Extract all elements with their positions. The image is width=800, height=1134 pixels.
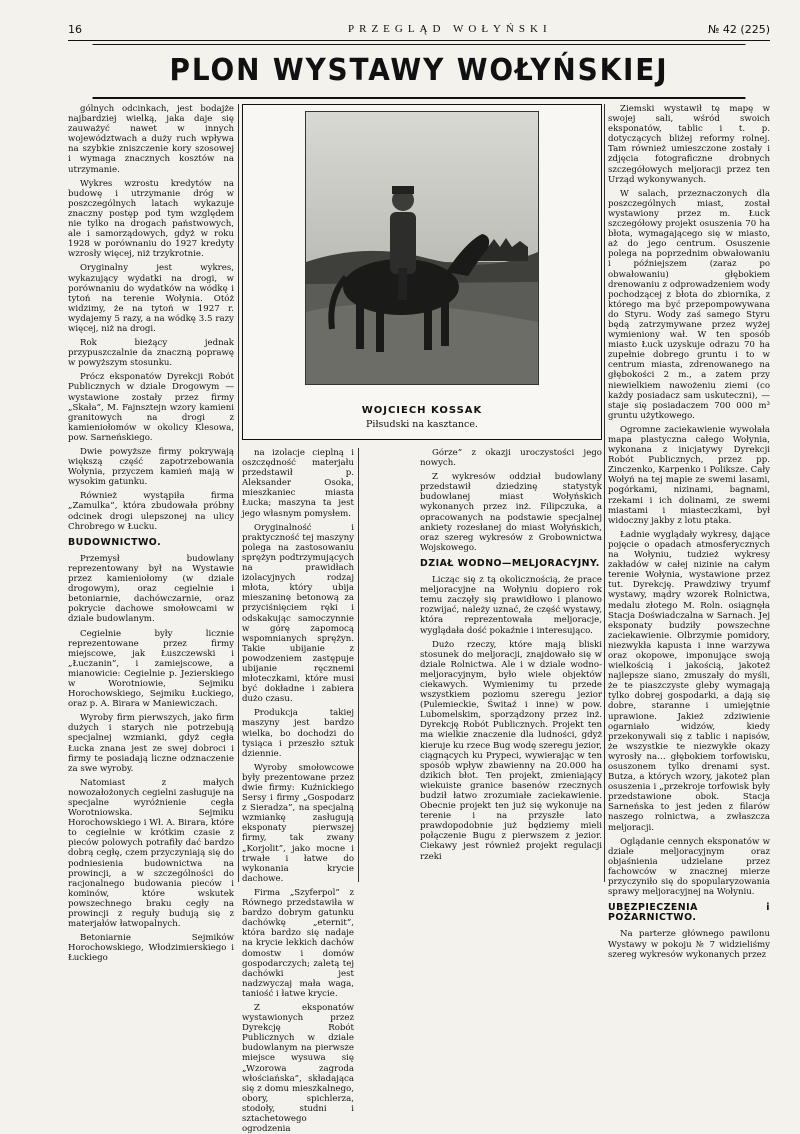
paragraph: na izolacje cieplną i oszczędność materjału przedstawił p. Aleksander Osoka, mieszkaniec miasta Łucka; maszyna ta jest jego własnym pomysłem. bbox=[242, 448, 354, 519]
column-rule bbox=[604, 104, 605, 882]
paragraph: Oryginalność i praktyczność tej maszyny polega na zastosowaniu sprężyn podtrzymujących na prawidłach izolacyjnych rodzaj młota, który ubija mieszaninę betonową za przyciśnięciem ręki i odskakując samoczynnie w górę zapomocą wspomnianych sprężyn. Takie ubijanie z powodzeniem zastępuje ubijanie ręcznemi młoteczkami, które musi być dokładne i zabiera dużo czasu. bbox=[242, 522, 354, 705]
column-2 bbox=[242, 448, 354, 1134]
paragraph: Betoniarnie Sejmików Horochowskiego, Włodzimierskiego i Łuckiego bbox=[68, 933, 234, 964]
painting-image bbox=[305, 111, 539, 385]
column-4 bbox=[608, 104, 770, 960]
figure-caption: Piłsudski na kasztance. bbox=[366, 419, 478, 430]
issue-number: № 42 (225) bbox=[707, 23, 770, 36]
paragraph: Prócz eksponatów Dyrekcji Robót Publicznych w dziale Drogowym — wystawione zostały przez firmy „Skała”, M. Fajnsztejn wzory kamieni granitowych na drogi z kamieniołomów w okolicy Klesowa, pow. Sarneńskiego. bbox=[68, 372, 234, 443]
paragraph: Cegielnie były licznie reprezentowane przez firmy miejscowe, jak Łuszczewski i „Łuczanin”, i zamiejscowe, a mianowicie: Cegielnie p. Jezierskiego w Worotniowie, Sejmiku Horochowskiego, Sejmiku Łuckiego, oraz p. A. Birara w Maniewiczach. bbox=[68, 628, 234, 710]
paragraph: Rok bieżący jednak przypuszczalnie da znaczną poprawę w powyższym stosunku. bbox=[68, 338, 234, 369]
paragraph: Natomiast z małych nowozałożonych cegielni zasługuje na specjalne wyróżnienie cegła Worotniowska. Sejmiku Horochowskiego i Wł. A. Birara, które to cegielnie w krótkim czasie z pieców polowych potrafiły dać bardzo dobrą cegłę, czem przyczyniają się do podniesienia budownictwa na prowincji, a w szczególności do racjonalnego budowania pieców i kominów, które wskutek powszechnego braku cegły na prowincji z reguły budują się z materjałów łatwopalnych. bbox=[68, 777, 234, 930]
paragraph: Wyroby smołowcowe były prezentowane przez dwie firmy: Kuźnickiego Sersy i firmy „Gospodarz z Sieradza”, na specjalną wzmiankę zasługują eksponaty pierwszej firmy, tak zwany „Korjolit”, jako mocne i trwałe i łatwe do wykonania krycie dachowe. bbox=[242, 762, 354, 884]
paragraph: Z eksponatów wystawionych przez Dyrekcję Robót Publicznych w dziale budowlanym na pierwsze miejsce wysuwa się „Wzorowa zagroda włościańska”, składająca się z domu mieszkalnego, obory, spichlerza, stodoły, studni i sztachetowego ogrodzenia bbox=[242, 1002, 354, 1134]
paragraph: Na parterze głównego pawilonu Wystawy w pokoju № 7 widzieliśmy szereg wykresów wykonanych przez bbox=[608, 929, 770, 960]
paragraph: Ładnie wyglądały wykresy, dające pojęcie o opadach atmosferycznych na Wołyniu, tudzież wykresy zakładów w całej nizinie na całym terenie Wołynia, wystawione przez tut. Dyrekcję. Prawdziwy tryumf wystawy, mądry wzorek Rolnictwa, medalu złotego M. Roln. osiągnęła Stacja Doświadczalna w Sarnach. Jej eksponaty budziły powszechne zaciekawienie. Olbrzymie pomidory, niezwykła kapusta i inne warzywa oraz okopowe, imponujące swoją wielkością i jakością, jakoteż najlepsze siano, zmuszały do myśli, że te piaszczyste gleby wymagają tylko dobrej gospodarki, a dają się dobre, staranne i umiejętnie uprawione. Jakież zdziwienie ogarniało widzów, kiedy przekonywali się z tablic i napisów, że wszystkie te niezwykłe okazy wyrosły na… głębokiem torfowisku, osuszonem tylko drenami syst. Butza, a których wzory, jakoteż plan osuszenia i „przekroje torfowisk były przedstawione obok. Stacja Sarneńska to jest jeden z filarów naszego rolnictwa, a zwłaszcza meljoracji. bbox=[608, 529, 770, 833]
paragraph: Oryginalny jest wykres, wykazujący wydatki na drogi, w porównaniu do wydatków na wódkę i tytoń na terenie Wołynia. Otóż widzimy, że na tytoń w 1927 r. wydajemy 5 razy, a na wódkę 3.5 razy więcej, niż na drogi. bbox=[68, 263, 234, 334]
paragraph: Przemysł budowlany reprezentowany był na Wystawie przez kamieniołomy (w dziale drogowym), oraz cegielnie i betoniarnie, dachówczarnie, oraz pokrycie dachowe smołowcami w dziale budowlanym. bbox=[68, 553, 234, 625]
paragraph: gólnych odcinkach, jest bodajże najbardziej wielką, jaka daje się zauważyć nawet w innych województwach a duży ruch wpływa na szybkie zniszczenie kory szosowej i wymaga znacznych kosztów na utrzymanie. bbox=[68, 104, 234, 175]
masthead: PRZEGLĄD WOŁYŃSKI bbox=[348, 23, 552, 35]
paragraph: Również wystąpiła firma „Zamulka”, która zbudowała próbny odcinek drogi ulepszonej na ulicy Chrobrego w Łucku. bbox=[68, 491, 234, 532]
figure-frame bbox=[242, 104, 602, 440]
paragraph: Produkcja takiej maszyny jest bardzo wielka, bo dochodzi do tysiąca i przeszło sztuk dziennie. bbox=[242, 708, 354, 759]
page-header bbox=[68, 22, 770, 41]
paragraph: Dwie powyższe firmy pokrywają większą część zapotrzebowania Wołynia, przyczem kamień mają w wysokim gatunku. bbox=[68, 447, 234, 488]
paragraph: Oglądanie cennych eksponatów w dziale meljoracyjnym oraz objaśnienia udzielane przez fachowców w znacznej mierze przyczyniło się do spopularyzowania sprawy meljoracyjnej na Wołyniu. bbox=[608, 836, 770, 898]
article-title: PLON WYSTAWY WOŁYŃSKIEJ bbox=[93, 44, 746, 99]
horseman-painting bbox=[306, 112, 538, 384]
paragraph: Ogromne zaciekawienie wywołała mapa plastyczna całego Wołynia, wykonana z inicjatywy Dyrekcji Robót Publicznych, przez pp. Zinczenko, Karpenko i Poliksze. Cały Wołyń na tej mapie ze swemi lasami, pogórkami, nizinami, bagnami, rzekami i ich dolinami, ze swemi miastami i miasteczkami, był widoczny jakby z lotu ptaka. bbox=[608, 424, 770, 526]
column-1 bbox=[68, 104, 234, 964]
paragraph: Dużo rzeczy, które mają bliski stosunek do meljoracji, znajdowało się w dziale Rolnictwa. Ale i w dziale wodno-meljoracyjnym, było wiele objektów ciekawych. Wymienimy tu przede wszystkiem poziomu szeregu jezior (Pulemieckie, Świtaź i inne) w pow. Lubomelskim, sporządzony przez inż. Dyrekcję Robót Publicznych. Projekt ten ma wielkie znaczenie dla ludności, gdyż kieruje ku rzece Bug wodę szeregu jezior, ciągnących ku Prypeci, wywierając w ten sposób wpływ zbawienny na 20.000 ha dzikich błot. Ten projekt, zmieniający wiekuiste granice basenów rzecznych budził łatwo zrozumiałe zaciekawienie. Obecnie projekt ten już się wykonuje na terenie i na przyszłe lato prawdopodobnie już będziemy mieli połączenie Bugu z pierwszem z jezior. Ciekawy jest również projekt regulacji rzeki bbox=[420, 639, 603, 862]
section-heading: UBEZPIECZENIA i POŻARNICTWO. bbox=[608, 902, 770, 924]
section-heading: BUDOWNICTWO. bbox=[68, 536, 162, 548]
section-heading: DZIAŁ WODNO—MELJORACYJNY. bbox=[420, 557, 600, 569]
paragraph: W salach, przeznaczonych dla poszczególnych miast, został wystawiony przez m. Łuck szczegółowy projekt osuszenia 70 ha błota, wymagającego się w miasto, aż do jego centrum. Osuszenie polega na poprzednim obwałowaniu i późniejszem (zaraz po obwałowaniu) głębokiem drenowaniu z odprowadzeniem wody pochodzącej z błota do zbiornika, z którego ma być przepompowywana do Styru. Wody zaś samego Styru będą zatrzymywane przez wyżej wymieniony wał. W ten sposób miasto Łuck uzyskuje odrazu 70 ha zupełnie dobrego gruntu i to w centrum miasta, zdrenowanego na głębokości 2 m., a zatem przy niewielkiem nawożeniu ziemi (co każdy posiadacz sam uskuteczni), — staje się posiadaczem 700 000 m³ gruntu użytkowego. bbox=[608, 188, 770, 421]
figure-artist: WOJCIECH KOSSAK bbox=[361, 405, 483, 416]
paragraph: Licząc się z tą okolicznością, że prace meljoracyjne na Wołyniu dopiero rok temu zaczęły się prawidłowo i planowo rozwijać, należy uznać, że część wystawy, która reprezentowała meljoracje, wyglądała dość pokaźnie i interesująco. bbox=[420, 575, 602, 636]
paragraph: Górze” z okazji uroczystości jego nowych. bbox=[420, 448, 602, 469]
column-rule bbox=[358, 448, 359, 882]
page-number: 16 bbox=[68, 23, 82, 36]
column-rule bbox=[238, 104, 239, 882]
paragraph: Ziemski wystawił tę mapę w swojej sali, wśród swoich eksponatów, tablic i t. p. dotyczących bliżej reformy rolnej. Tam również umieszczone zostały i zdjęcia fotograficzne drobnych szczegółowych meljoracji przez ten Urząd wykonywanych. bbox=[608, 104, 770, 185]
column-3 bbox=[420, 448, 602, 882]
paragraph: Wykres wzrostu kredytów na budowę i utrzymanie dróg w poszczególnych latach wykazuje znaczny postęp pod tym względem nie tylko na drogach państwowych, ale i samorządowych, gdyż w roku 1928 w porównaniu do 1927 kredyty wzrosły więcej, niż trzykrotnie. bbox=[68, 178, 234, 260]
paragraph: Z wykresów oddział budowlany przedstawił dziedzinę statystyk budowlanej miast Wołyńskich wykonanych przez inż. Filipczuka, a opracowanych na podstawie specjalnej ankiety rozesłanej do miast Wołyńskich, oraz szereg wykresów z Grobownictwa Wojskowego. bbox=[420, 472, 602, 553]
paragraph: Wyroby firm pierwszych, jako firm dużych i starych nie potrzebują specjalnej wzmianki, gdyż cegła Łucka znana jest ze swej dobroci i firmy te posiadają liczne odznaczenie za swe wyroby. bbox=[68, 713, 234, 774]
paragraph: Firma „Szyferpol” z Równego przedstawiła w bardzo dobrym gatunku dachówkę „eternit”, która bardzo się nadaje na krycie lekkich dachów domostw i domów gospodarczych; zaletą tej dachówki jest nadzwyczaj mała waga, taniość i łatwe krycie. bbox=[242, 887, 354, 999]
